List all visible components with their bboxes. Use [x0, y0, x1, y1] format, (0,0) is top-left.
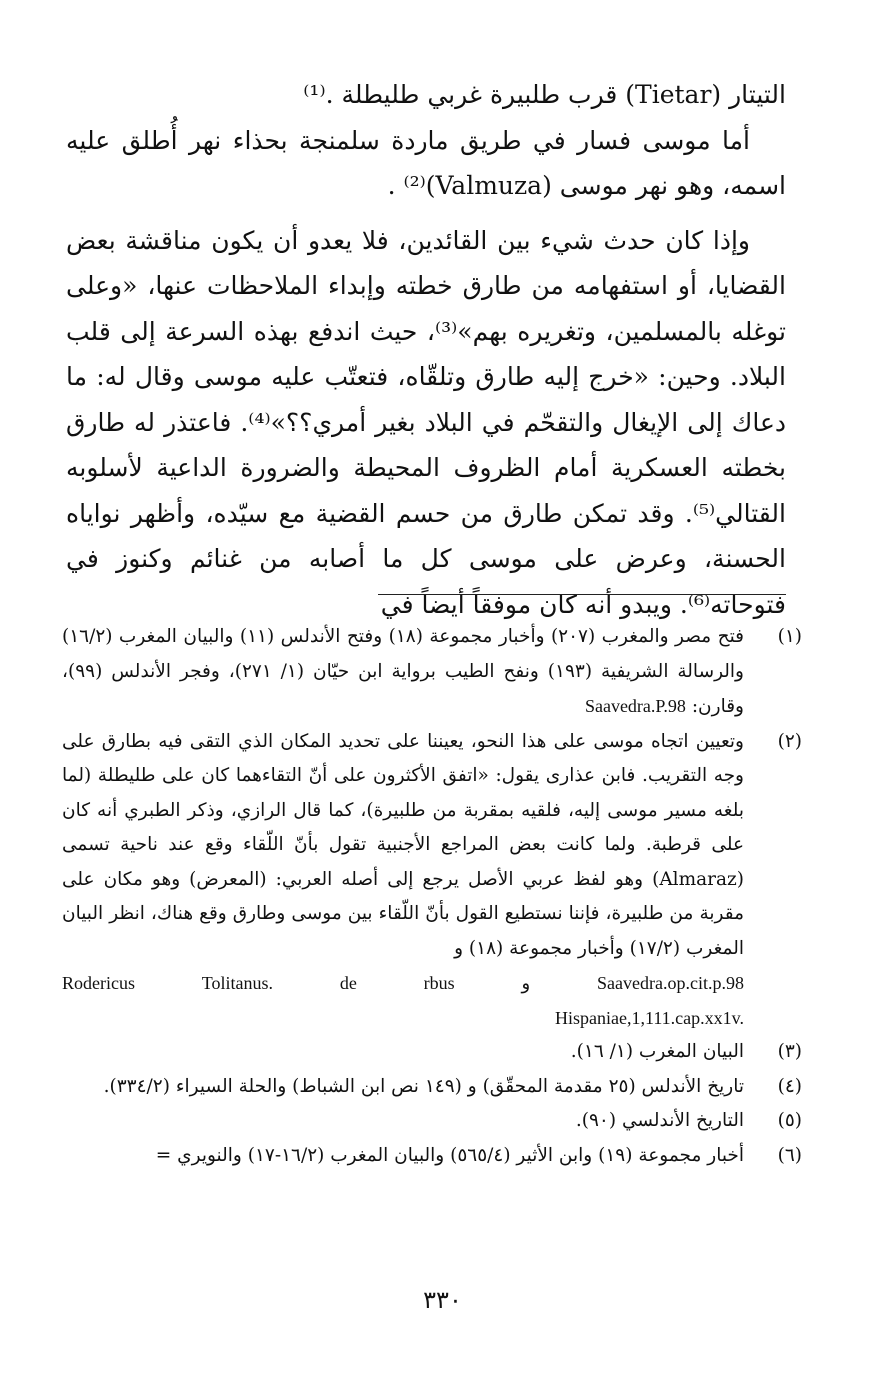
main-text-block: [66, 72, 786, 627]
footnote-number: (٤): [777, 1075, 802, 1097]
footnote-text: تاريخ الأندلس (٢٥ مقدمة المحقّق) و (١٤٩ نص ابن الشباط) والحلة السيراء (٣٣٤/٢).: [103, 1075, 744, 1097]
latin-conjunction: و: [521, 973, 531, 993]
footnote-3: [62, 1035, 802, 1070]
footnote-number: (٦): [777, 1144, 802, 1166]
footnote-text-arabic: وتعيين اتجاه موسى على هذا النحو، يعيننا على تحديد المكان الذي التقى فيه بطارق على وجه التقريب. فابن عذارى يقول: «اتفق الأكثرون على أنّ التقاءهما كان على طليطلة (لما بلغه مسير موسى إليه، فلقيه بمقربة من طلبيرة)، كما قال الرازي، وذكر الطبري أنه كان على قرطبة. ولما كانت بعض المراجع الأجنبية تقول بأنّ اللّقاء وقع عند ناحية تسمى (Almaraz) وهو لفظ عربي الأصل يرجع إلى أصله العربي: (المعرض) وهو مكان على مقربة من طلبيرة، فإننا نستطيع القول بأنّ اللّقاء بين موسى وطارق وقع هناك، انظر البيان المغرب (١٧/٢) وأخبار مجموعة (١٨) و: [62, 730, 744, 959]
footnote-latin-row: [62, 966, 744, 1001]
footnote-text: البيان المغرب (١/ ١٦).: [570, 1041, 744, 1062]
footnote-6: [62, 1139, 802, 1174]
footnote-number: (١): [777, 626, 802, 647]
latin-word: Rodericus: [62, 973, 135, 993]
footnote-text: أخبار مجموعة (١٩) وابن الأثير (٥٦٥/٤) والبيان المغرب (١٦/٢-١٧) والنويري =: [155, 1144, 744, 1166]
footnote-number: (٥): [777, 1110, 802, 1131]
footnote-1: [62, 620, 802, 725]
latin-word: Tolitanus.: [201, 973, 274, 993]
latin-word: de: [339, 973, 357, 993]
latin-word: Saavedra.op.cit.p.98: [597, 973, 744, 993]
footnote-4: [62, 1070, 802, 1105]
latin-word: rbus: [423, 973, 455, 993]
footnote-separator: [378, 594, 786, 595]
paragraph-commanders-meeting: وإذا كان حدث شيء بين القائدين، فلا يعدو أن يكون مناقشة بعض القضايا، أو استفهامه من طارق خطته وإبداء الملاحظات عنها، «وعلى توغله بالمسلمين، وتغريره بهم»⁽³⁾، حيث اندفع بهذه السرعة إلى قلب البلاد. وحين: «خرج إليه طارق وتلقّاه، فتعتّب عليه موسى وقال له: ما دعاك إلى الإيغال والتقحّم في البلاد بغير أمري؟؟»⁽⁴⁾. فاعتذر له طارق بخطته العسكرية أمام الظروف المحيطة والضرورة الداعية لأسلوبه القتالي⁽⁵⁾. وقد تمكن طارق من حسم القضية مع سيّده، وأظهر نواياه الحسنة، وعرض على موسى كل ما أصابه من غنائم وكنوز في فتوحاته⁽⁶⁾. ويبدو أنه كان موفقاً أيضاً في: [66, 225, 787, 619]
footnote-text: التاريخ الأندلسي (٩٠).: [575, 1110, 744, 1131]
page-number: ٣٣٠: [423, 1286, 462, 1314]
footnote-text-arabic: فتح مصر والمغرب (٢٠٧) وأخبار مجموعة (١٨) وفتح الأندلس (١١) والبيان المغرب (١٦/٢) والرسالة الشريفية (١٩٣) ونفح الطيب برواية ابن حيّان (١/ ٢٧١)، وفجر الأندلس (٩٩)، وقارن:: [62, 626, 744, 717]
footnote-number: (٢): [777, 730, 802, 752]
footnote-5: [62, 1104, 802, 1139]
footnote-text: [62, 725, 744, 1036]
footnotes: [62, 620, 802, 1173]
continuation-line: التيتار (Tietar) قرب طلبيرة غربي طليطلة .⁽¹⁾: [303, 80, 786, 109]
footnote-2: [62, 725, 802, 1036]
paragraph-musa-route: أما موسى فسار في طريق ماردة سلمنجة بحذاء نهر أُطلق عليه اسمه، وهو نهر موسى (Valmuza)⁽²⁾ .: [66, 125, 786, 200]
footnote-number: (٣): [777, 1041, 802, 1062]
footnote-text: [62, 620, 744, 725]
footnote-latin-reference: Saavedra.P.98: [584, 696, 686, 716]
footnote-latin-end: Hispaniae,1,111.cap.xx1v.: [555, 1007, 744, 1028]
